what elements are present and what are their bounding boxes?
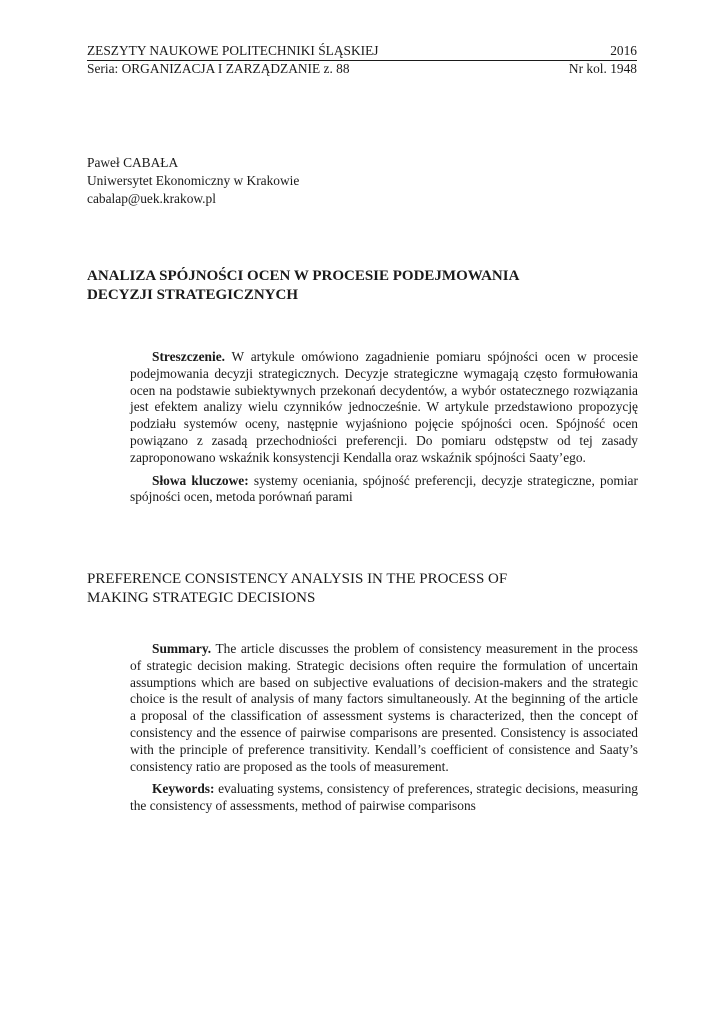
title-english bbox=[87, 570, 647, 608]
keywords-polish-label: Słowa kluczowe: bbox=[152, 472, 249, 488]
running-header-bottom bbox=[87, 61, 637, 77]
author-block bbox=[87, 154, 299, 208]
title-english-line-1: PREFERENCE CONSISTENCY ANALYSIS IN THE PROCESS OF bbox=[87, 571, 508, 587]
author-email[interactable]: cabalap@uek.krakow.pl bbox=[87, 191, 216, 206]
title-polish bbox=[87, 267, 647, 305]
keywords-english-text: evaluating systems, consistency of preferences, strategic decisions, measuring the consistency of assessments, method of pairwise comparisons bbox=[130, 781, 638, 814]
title-english-line-2: MAKING STRATEGIC DECISIONS bbox=[87, 590, 316, 606]
title-polish-line-1: ANALIZA SPÓJNOŚCI OCEN W PROCESIE PODEJMOWANIA bbox=[87, 268, 520, 284]
journal-year: 2016 bbox=[610, 43, 637, 58]
author-name: Paweł CABAŁA bbox=[87, 155, 179, 170]
journal-name: ZESZYTY NAUKOWE POLITECHNIKI ŚLĄSKIEJ bbox=[87, 43, 379, 58]
abstract-english-text: The article discusses the problem of consistency measurement in the process of strategic decision making. Strategic decisions often require the formulation of uncertain assumptions which are based on subjective evaluations of decision-makers and the strategic choice is the result of analysis of many factors simultaneously. At the beginning of the article a proposal of the classification of assessment systems is characterized, then the concept of consistency and the essence of pairwise comparisons are presented. Consistency is associated with the principle of preference transitivity. Kendall’s coefficient of consistence and Saaty’s consistency ratio are proposed as the tools of measurement. bbox=[130, 641, 638, 774]
abstract-polish bbox=[130, 349, 638, 506]
keywords-polish bbox=[130, 473, 638, 507]
title-polish-line-2: DECYZJI STRATEGICZNYCH bbox=[87, 287, 299, 303]
abstract-english-label: Summary. bbox=[152, 641, 212, 656]
series-name: Seria: ORGANIZACJA I ZARZĄDZANIE z. 88 bbox=[87, 61, 350, 76]
abstract-polish-paragraph bbox=[130, 349, 638, 467]
abstract-english-paragraph bbox=[130, 641, 638, 775]
abstract-polish-text: W artykule omówiono zagadnienie pomiaru spójności ocen w procesie podejmowania decyzji strategicznych. Decyzje strategiczne wymagają często formułowania ocen na podstawie subiektywnych przekonań decydentów, a wybór ostatecznego rozwiązania jest efektem analizy wielu czynników jednocześnie. W artykule przedstawiono propozycję podziału systemów oceny, następnie wyjaśniono pojęcie spójności ocen. Spójność ocen powiązano z zasadą przechodniości preferencji. Do pomiaru odstępstw od tej zasady zaproponowano wskaźnik konsystencji Kendalla oraz wskaźnik spójności Saaty’ego. bbox=[130, 349, 639, 465]
keywords-english-label: Keywords: bbox=[152, 781, 215, 797]
running-header-top bbox=[87, 43, 637, 59]
keywords-english bbox=[130, 781, 638, 815]
keywords-polish-text: systemy oceniania, spójność preferencji, decyzje strategiczne, pomiar spójności ocen, metoda porównań parami bbox=[130, 472, 638, 505]
abstract-polish-label: Streszczenie. bbox=[152, 349, 225, 364]
author-affiliation: Uniwersytet Ekonomiczny w Krakowie bbox=[87, 173, 300, 188]
abstract-english bbox=[130, 641, 638, 815]
issue-number: Nr kol. 1948 bbox=[568, 61, 637, 76]
